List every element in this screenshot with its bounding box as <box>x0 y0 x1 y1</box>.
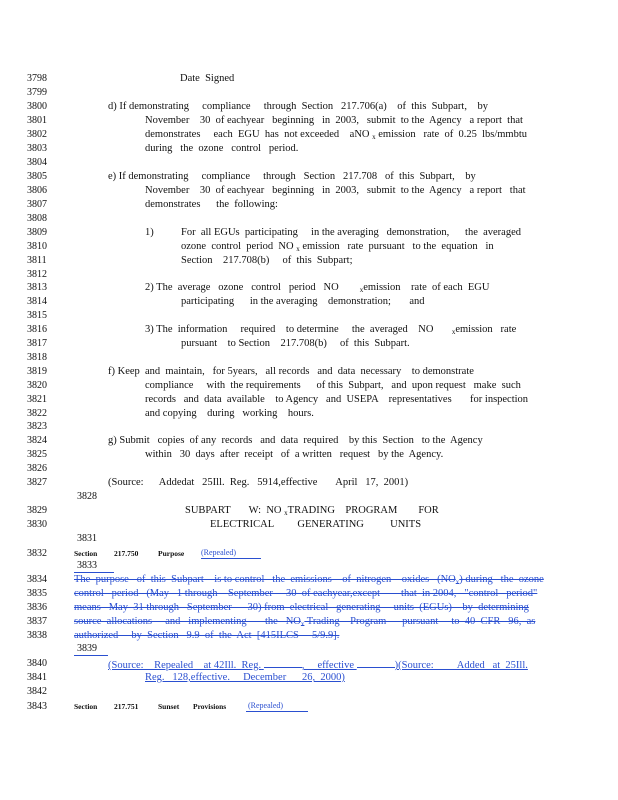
line-number: 3843 <box>27 701 47 712</box>
line-number: 3804 <box>27 157 47 168</box>
inline-number-underline <box>74 572 114 573</box>
line-number: 3801 <box>27 115 47 126</box>
line-number: 3834 <box>27 574 47 585</box>
section-751-title-2: Provisions <box>193 702 227 711</box>
source-repealed-line-2: Reg. 128,effective. December 26, 2000) <box>145 672 345 683</box>
item-1-line-3: Section 217.708(b) of this Subpart; <box>181 255 353 266</box>
line-number: 3814 <box>27 296 47 307</box>
para-d-line-2: November 30 of eachyear beginning in 2003, submit to the Agency a report that <box>145 115 523 126</box>
repealed-purpose-line-2: control period (May 1 through September 30 of eachyear,except that in 2004, "control period" <box>74 588 538 599</box>
item-1-number: 1) <box>145 227 154 238</box>
line-number: 3835 <box>27 588 47 599</box>
line-number: 3812 <box>27 269 47 280</box>
line-number: 3798 <box>27 73 47 84</box>
section-751-underline <box>246 711 308 712</box>
inline-line-number: 3839 <box>77 643 97 654</box>
inline-line-number: 3833 <box>77 560 97 571</box>
line-number: 3821 <box>27 394 47 405</box>
section-751-title: Sunset <box>158 702 180 711</box>
line-number: 3838 <box>27 630 47 641</box>
line-number: 3836 <box>27 602 47 613</box>
line-number: 3830 <box>27 519 47 530</box>
repealed-purpose-line-3: means May 31 through September 30) from electrical generating units (EGUs) by determining <box>74 602 529 613</box>
line-number: 3809 <box>27 227 47 238</box>
line-number: 3811 <box>27 255 47 266</box>
line-number: 3824 <box>27 435 47 446</box>
para-g-line-2: within 30 days after receipt of a written request by the Agency. <box>145 449 444 460</box>
source-note: (Source: Addedat 25Ill. Reg. 5914,effective April 17, 2001) <box>108 477 409 488</box>
blank-underline <box>357 658 395 668</box>
para-g-line-1: g) Submit copies of any records and data required by this Section to the Agency <box>108 435 483 446</box>
section-751-number: 217.751 <box>114 702 139 711</box>
line-number: 3803 <box>27 143 47 154</box>
line-number: 3806 <box>27 185 47 196</box>
line-number: 3808 <box>27 213 47 224</box>
section-750-underline <box>201 558 261 559</box>
line-number: 3810 <box>27 241 47 252</box>
para-e-line-1: e) If demonstrating compliance through Section 217.708 of this Subpart, by <box>108 171 476 182</box>
item-3-line-1: 3) The information required to determine the averaged NO $_x$emission rate <box>145 324 517 336</box>
para-f-line-1: f) Keep and maintain, for 5years, all records and data necessary to demonstrate <box>108 366 474 377</box>
repealed-purpose-line-1: The purpose of this Subpart is to control the emissions of nitrogen oxides $(NO_x)$ during the ozone <box>74 574 544 586</box>
line-number: 3825 <box>27 449 47 460</box>
section-751-status: (Repealed) <box>248 701 284 710</box>
line-number: 3815 <box>27 310 47 321</box>
line-number: 3820 <box>27 380 47 391</box>
inline-line-number: 3828 <box>77 491 97 502</box>
inline-line-number: 3831 <box>77 533 97 544</box>
line-number: 3805 <box>27 171 47 182</box>
line-number: 3800 <box>27 101 47 112</box>
line-number: 3822 <box>27 408 47 419</box>
line-number: 3840 <box>27 658 47 669</box>
item-2-line-2: participating in the averaging demonstration; and <box>181 296 425 307</box>
line-number: 3817 <box>27 338 47 349</box>
para-f-line-3: records and data available to Agency and USEPA representatives for inspection <box>145 394 529 405</box>
section-750-number: 217.750 <box>114 549 139 558</box>
para-e-line-2: November 30 of eachyear beginning in 2003, submit to the Agency a report that <box>145 185 526 196</box>
subpart-heading-line-2: ELECTRICAL GENERATING UNITS <box>210 519 422 530</box>
line-number: 3829 <box>27 505 47 516</box>
line-number: 3818 <box>27 352 47 363</box>
line-number: 3813 <box>27 282 47 293</box>
line-number: 3799 <box>27 87 47 98</box>
line-number: 3819 <box>27 366 47 377</box>
line-number: 3841 <box>27 672 47 683</box>
repealed-purpose-line-4: source allocations and implementing the $NO_x$ Trading Program pursuant to 40 CFR 96, as <box>74 616 536 628</box>
source-repealed-line-1: (Source: Repealed at 42Ill. Reg. , effective )(Source: Added at 25Ill. <box>108 660 528 671</box>
line-number: 3816 <box>27 324 47 335</box>
para-f-line-4: and copying during working hours. <box>145 408 314 419</box>
subpart-heading-line-1: SUBPART W: NO $_x$TRADING PROGRAM FOR <box>185 505 439 517</box>
para-d-line-3: demonstrates each EGU has not exceeded aNO $_x$ emission rate of 0.25 lbs/mmbtu <box>145 129 528 141</box>
line-number: 3807 <box>27 199 47 210</box>
item-3-line-2: pursuant to Section 217.708(b) of this Subpart. <box>181 338 410 349</box>
para-d-line-4: during the ozone control period. <box>145 143 299 154</box>
line-number: 3832 <box>27 548 47 559</box>
repealed-purpose-line-5: authorized by Section 9.9 of the Act [415ILCS 5/9.9]. <box>74 630 340 641</box>
para-d-line-1: d) If demonstrating compliance through Section 217.706(a) of this Subpart, by <box>108 101 488 112</box>
date-signed-label: Date Signed <box>180 73 235 84</box>
line-number: 3837 <box>27 616 47 627</box>
item-2-line-1: 2) The average ozone control period NO $_x$emission rate of each EGU <box>145 282 490 294</box>
line-number: 3827 <box>27 477 47 488</box>
line-number: 3823 <box>27 421 47 432</box>
section-751-label: Section <box>74 702 98 711</box>
inline-number-underline <box>74 655 108 656</box>
section-750-label: Section <box>74 549 98 558</box>
section-750-title: Purpose <box>158 549 185 558</box>
para-f-line-2: compliance with the requirements of this Subpart, and upon request make such <box>145 380 521 391</box>
para-e-line-3: demonstrates the following: <box>145 199 278 210</box>
item-1-line-1: For all EGUs participating in the averaging demonstration, the averaged <box>181 227 521 238</box>
line-number: 3802 <box>27 129 47 140</box>
line-number: 3842 <box>27 686 47 697</box>
section-750-status: (Repealed) <box>201 548 237 557</box>
line-number: 3826 <box>27 463 47 474</box>
blank-underline <box>264 658 302 668</box>
item-1-line-2: ozone control period NO $_x$ emission rate pursuant to the equation in <box>181 241 494 253</box>
